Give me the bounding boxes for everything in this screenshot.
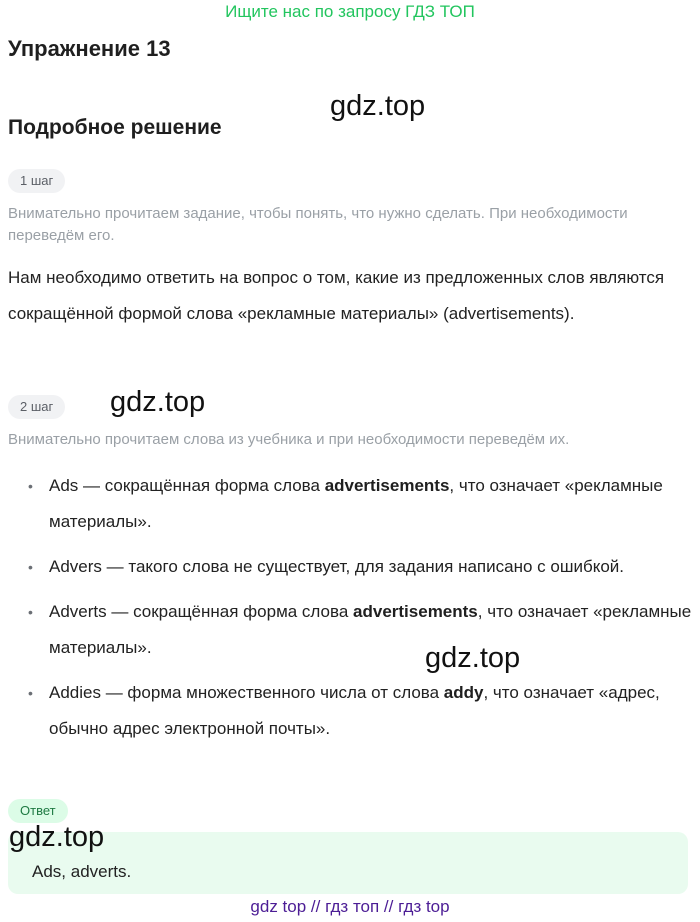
item-text: Ads — сокращённая форма слова [49, 476, 325, 495]
bullet-icon: • [28, 685, 33, 701]
item-bold: advertisements [353, 602, 478, 621]
item-text: , что означает «рекламные материалы». [49, 476, 663, 531]
item-text: Addies — форма множественного числа от слова [49, 683, 444, 702]
watermark: gdz.top [9, 821, 105, 853]
list-item [0, 468, 700, 540]
item-text: , что означает «адрес, обычно адрес электронной почты». [49, 683, 660, 738]
list-item [0, 594, 700, 666]
footer-links: gdz top // гдз топ // гдз top [250, 897, 450, 916]
item-text: , что означает «рекламные материалы». [49, 602, 692, 657]
answer-pill: Ответ [8, 799, 68, 823]
watermark: gdz.top [110, 386, 206, 418]
exercise-title: Упражнение 13 [8, 36, 171, 61]
step-1-instruction: Внимательно прочитаем задание, чтобы понять, что нужно сделать. При необходимости переведём его. [8, 205, 628, 244]
word-list [0, 468, 700, 756]
answer-text: Ads, adverts. [32, 862, 132, 881]
step-1-pill: 1 шаг [8, 169, 65, 193]
list-item [0, 549, 700, 585]
bullet-icon: • [28, 604, 33, 620]
answer-box [8, 832, 688, 894]
step-2-instruction: Внимательно прочитаем слова из учебника и при необходимости переведём их. [8, 431, 570, 448]
top-banner: Ищите нас по запросу ГДЗ ТОП [225, 2, 475, 21]
watermark: gdz.top [330, 90, 426, 122]
step-2-pill: 2 шаг [8, 395, 65, 419]
watermark: gdz.top [425, 642, 521, 674]
item-text: Adverts — сокращённая форма слова [49, 602, 354, 621]
section-title: Подробное решение [8, 116, 222, 139]
item-bold: advertisements [324, 476, 450, 495]
list-item [0, 675, 700, 747]
bullet-icon: • [28, 559, 33, 575]
item-text: Advers — такого слова не существует, для задания написано с ошибкой. [49, 557, 625, 576]
step-1-text: Нам необходимо ответить на вопрос о том, какие из предложенных слов являются сокращённой формой слова «рекламные материалы» (advertisements). [8, 268, 665, 323]
item-bold: addy [443, 683, 484, 702]
bullet-icon: • [28, 478, 33, 494]
